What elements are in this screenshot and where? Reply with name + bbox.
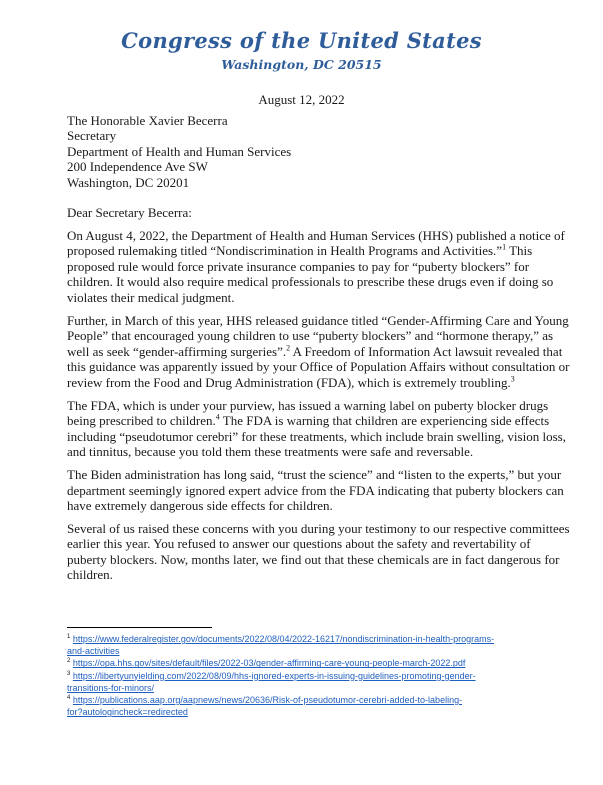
paragraph-line: review from the Food and Drug Administration (FDA), which is extremely troubling.$^3$	[67, 374, 515, 390]
footnote-link-3-cont[interactable]: transitions-for-minors/	[67, 682, 155, 693]
paragraph-line: proposed rulemaking titled “Nondiscrimination in Health Programs and Activities.”$^1$ This	[67, 242, 533, 259]
salutation: Dear Secretary Becerra:	[67, 205, 192, 220]
footnote-link-2[interactable]: https://opa.hhs.gov/sites/default/files/2022-03/gender-affirming-care-young-people-march-2022.pdf	[72, 658, 466, 669]
paragraph-line: Further, in March of this year, HHS released guidance titled “Gender-Affirming Care and Young	[67, 312, 569, 328]
paragraph-line: proposed rule would force private insurance companies to pay for “puberty blockers” for	[67, 258, 530, 274]
paragraph-line: The FDA, which is under your purview, has issued a warning label on puberty blocker drugs	[67, 397, 549, 413]
footnote-link-1-cont[interactable]: and-activities	[67, 646, 120, 657]
footnote-number: 1	[67, 634, 71, 640]
footnote-ref: 2	[286, 343, 291, 353]
paragraph-line: earlier this year. You refused to answer our questions about the safety and revertability of	[67, 536, 531, 552]
paragraph-1	[67, 227, 565, 306]
paragraph-line: department seemingly ignored expert advice from the FDA indicating that puberty blockers can	[67, 482, 564, 498]
letter-body	[67, 205, 570, 590]
paragraph-line: have extremely dangerous side effects for children.	[67, 498, 333, 514]
paragraph-line: Several of us raised these concerns with you during your testimony to our respective committees	[67, 520, 570, 536]
footnote-divider	[67, 627, 212, 628]
footnote-number: 3	[67, 670, 71, 677]
paragraph-line: well as seek “gender-affirming surgeries”.$^2$ A Freedom of Information Act lawsuit revealed that	[67, 343, 563, 359]
paragraph-line: and tinnitus, because you told them these treatments were safe and reversable.	[67, 444, 474, 460]
footnote-3	[67, 670, 547, 694]
recipient-address	[67, 113, 291, 190]
recipient-department: Department of Health and Human Services	[67, 143, 292, 159]
paragraph-line: children.	[67, 567, 113, 583]
recipient-street: 200 Independence Ave SW	[67, 159, 208, 175]
footnotes-section	[67, 627, 547, 718]
paragraph-2	[67, 312, 570, 391]
paragraph-line: On August 4, 2022, the Department of Health and Human Services (HHS) published a notice of	[67, 227, 565, 243]
paragraph-line: puberty blockers. Now, months later, we find out that these chemicals are in fact dangerous for	[67, 551, 560, 567]
footnote-ref: 4	[215, 412, 220, 422]
footnote-link-1[interactable]: https://www.federalregister.gov/documents/2022/08/04/2022-16217/nondiscrimination-in-health-programs-	[72, 634, 495, 644]
letterhead-title: Congress of the United States	[121, 28, 482, 53]
paragraph-line: children. It would also require medical professionals to prescribe these drugs even if doing so	[67, 274, 554, 290]
footnote-1	[67, 633, 547, 657]
footnote-4	[67, 694, 547, 718]
paragraph-3	[67, 397, 566, 460]
paragraph-line: being prescribed to children.$^4$ The FDA is warning that children are experiencing side effects	[67, 412, 550, 429]
footnote-number: 4	[67, 695, 71, 702]
recipient-name: The Honorable Xavier Becerra	[67, 113, 228, 128]
recipient-city: Washington, DC 20201	[67, 174, 190, 190]
footnote-2	[67, 657, 547, 669]
paragraph-line: People” that encouraged young children to use “puberty blockers” and “hormone therapy,” as	[67, 328, 554, 344]
footnote-ref: 3	[510, 374, 515, 384]
letterhead	[0, 28, 603, 73]
letterhead-subtitle: Washington, DC 20515	[221, 57, 382, 72]
footnote-number: 2	[67, 658, 71, 665]
letter-date: August 12, 2022	[258, 92, 345, 107]
paragraph-line: The Biden administration has long said, “trust the science” and “listen to the experts,” but your	[67, 466, 562, 482]
footnote-link-3[interactable]: https://libertyunyielding.com/2022/08/09/hhs-ignored-experts-in-issuing-guidelines-promoting-gender-	[72, 670, 476, 681]
paragraph-line: this guidance was apparently issued by your Office of Population Affairs without consultation or	[67, 359, 570, 375]
paragraph-5	[67, 520, 570, 583]
paragraph-line: including “pseudotumor cerebri” for these treatments, which include brain swelling, vision loss,	[67, 428, 566, 444]
paragraph-4	[67, 466, 564, 514]
paragraph-line: violates their medical judgment.	[67, 289, 235, 305]
recipient-title: Secretary	[67, 128, 117, 144]
footnote-link-4-cont[interactable]: for?autologincheck=redirected	[67, 707, 188, 718]
footnote-ref: 1	[502, 242, 507, 252]
footnote-link-4[interactable]: https://publications.aap.org/aapnews/news/20636/Risk-of-pseudotumor-cerebri-added-to-labeling-	[72, 695, 463, 706]
